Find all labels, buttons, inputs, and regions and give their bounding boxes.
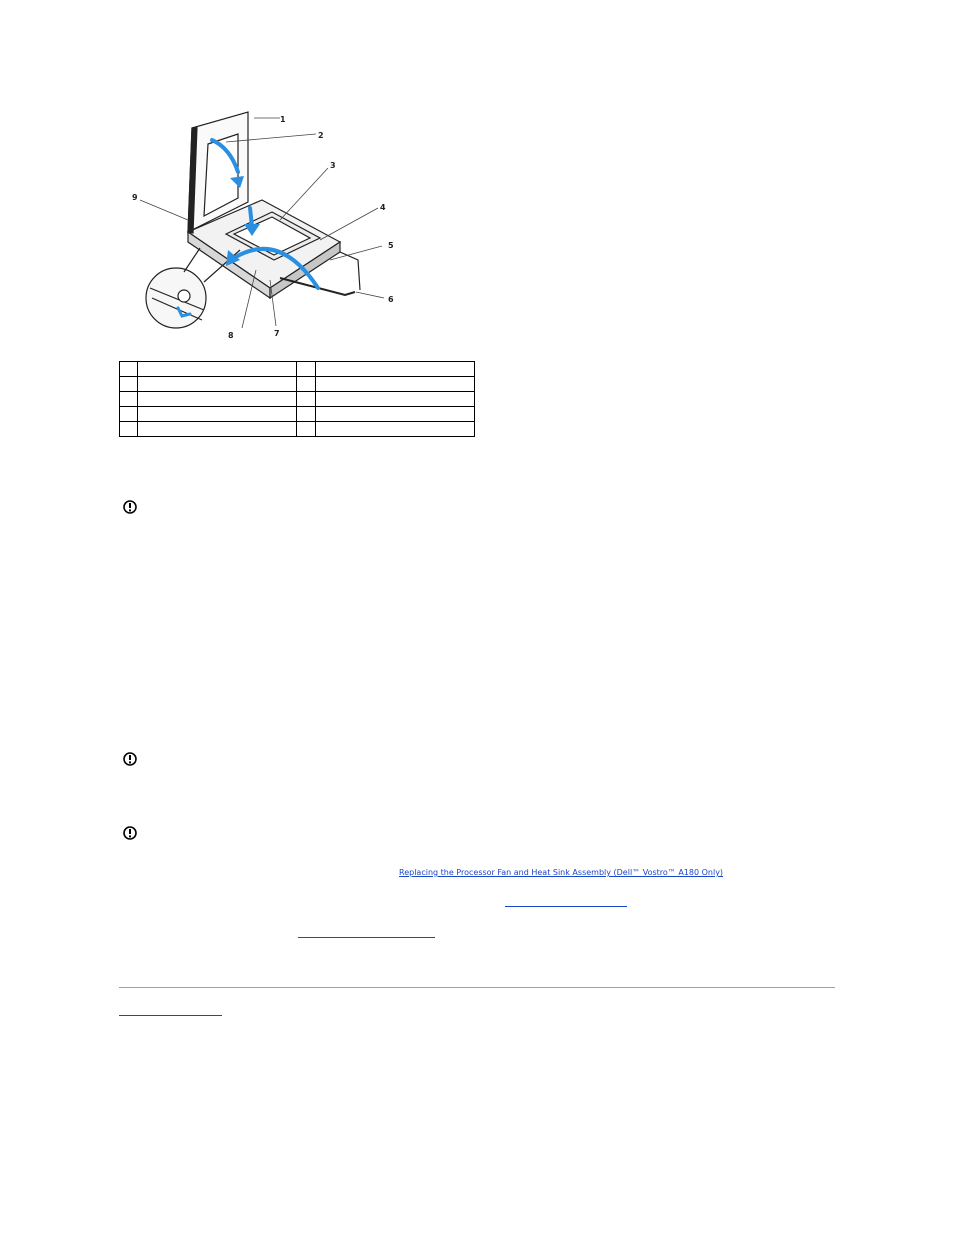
callout-number-cell (120, 377, 138, 392)
callout-2: 2 (318, 131, 324, 140)
part-label-cell (138, 362, 297, 377)
part-label-cell (315, 407, 474, 422)
notice-icon (123, 826, 137, 840)
callout-3: 3 (330, 161, 336, 170)
part-label-cell (138, 392, 297, 407)
callout-1: 1 (280, 115, 286, 124)
reference-link-underline[interactable] (505, 906, 627, 907)
callout-number-cell (297, 407, 315, 422)
part-label-cell (138, 377, 297, 392)
parts-legend-row (120, 407, 475, 422)
callout-number-cell (297, 377, 315, 392)
callout-number-cell (297, 422, 315, 437)
callout-number-cell (120, 362, 138, 377)
parts-legend-row (120, 392, 475, 407)
callout-6: 6 (388, 295, 394, 304)
parts-legend-row (120, 362, 475, 377)
callout-8: 8 (228, 331, 234, 340)
processor-socket-illustration (130, 100, 400, 345)
callout-number-cell (120, 422, 138, 437)
part-label-cell (315, 362, 474, 377)
parts-legend-body (120, 362, 475, 437)
callout-number-cell (120, 392, 138, 407)
part-label-cell (138, 422, 297, 437)
notice-icon (123, 752, 137, 766)
callout-9: 9 (132, 193, 138, 202)
part-label-cell (315, 392, 474, 407)
part-label-cell (138, 407, 297, 422)
callout-7: 7 (274, 329, 280, 338)
callout-4: 4 (380, 203, 386, 212)
section-divider (119, 987, 835, 988)
callout-number-cell (297, 362, 315, 377)
back-to-contents-link-underline[interactable] (119, 1015, 222, 1016)
callout-number-cell (297, 392, 315, 407)
notice-icon (123, 500, 137, 514)
parts-legend-row (120, 377, 475, 392)
reference-link-underline[interactable] (298, 937, 435, 938)
parts-legend-row (120, 422, 475, 437)
part-label-cell (315, 377, 474, 392)
replacing-fan-heat-sink-link[interactable]: Replacing the Processor Fan and Heat Sink Assembly (Dell™ Vostro™ A180 Only) (399, 868, 724, 877)
parts-legend-table (119, 361, 475, 437)
callout-5: 5 (388, 241, 394, 250)
part-label-cell (315, 422, 474, 437)
callout-number-cell (120, 407, 138, 422)
